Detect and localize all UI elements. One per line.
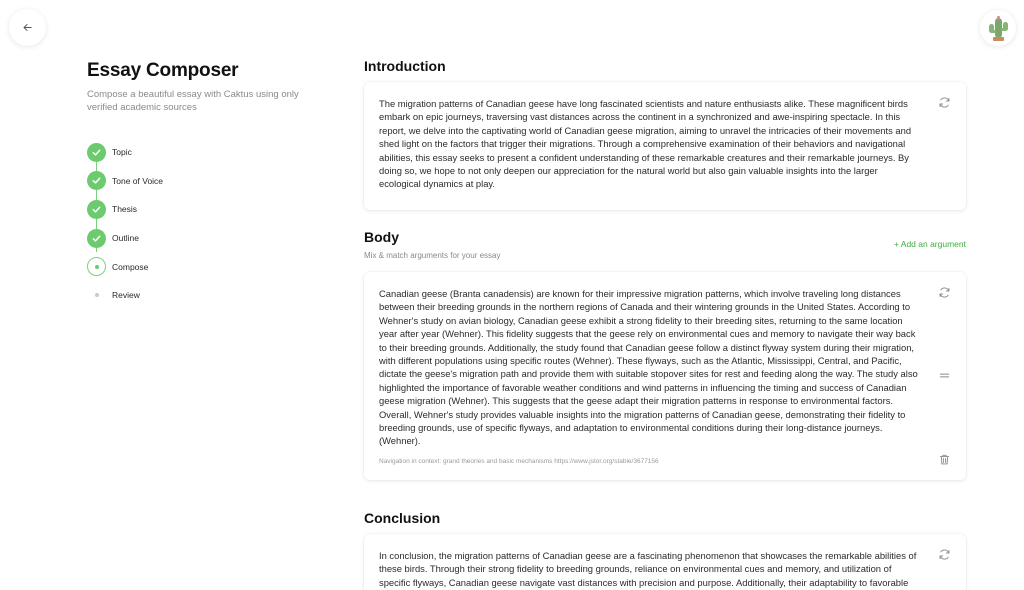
back-button[interactable] <box>9 9 46 46</box>
step-label: Review <box>112 290 140 301</box>
introduction-title: Introduction <box>364 58 446 74</box>
step-tone-of-voice[interactable] <box>87 167 327 196</box>
argument-card[interactable] <box>364 272 966 480</box>
refresh-icon[interactable] <box>938 548 951 561</box>
body-title: Body <box>364 229 399 245</box>
conclusion-card[interactable] <box>364 534 966 590</box>
trash-icon[interactable] <box>938 453 951 466</box>
conclusion-title: Conclusion <box>364 510 441 526</box>
step-outline[interactable] <box>87 224 327 253</box>
arrow-left-icon <box>22 22 33 33</box>
sidebar <box>87 60 327 310</box>
page-title: Essay Composer <box>87 60 239 81</box>
introduction-text[interactable]: The migration patterns of Canadian geese have long fascinated scientists and nature enthusiasts alike. These magnificent birds embark on epic journeys, traversing vast distances across the continent in a synchronized and awe-inspiring spectacle. In this report, we delve into the captivating world of Canadian geese migration, aiming to unravel the intricacies of their movements and shed light on the factors that trigger their migrations. Through a comprehensive examination of their behaviors and navigational abilities, this essay seeks to present a confident understanding of these remarkable creatures and their remarkable journeys. By doing so, we hope to not only deepen our appreciation for the natural world but also gain valuable insights into the larger ecological dynamics at play. <box>379 98 912 190</box>
check-icon <box>87 171 106 190</box>
check-icon <box>87 143 106 162</box>
check-icon <box>87 229 106 248</box>
drag-handle-icon[interactable] <box>938 369 951 382</box>
refresh-icon[interactable] <box>938 96 951 109</box>
body-subtitle: Mix & match arguments for your essay <box>364 251 501 260</box>
step-label: Compose <box>112 261 149 272</box>
cactus-icon <box>985 13 1011 43</box>
pending-step-icon <box>87 286 106 305</box>
step-list <box>87 138 327 310</box>
current-step-icon <box>87 257 106 276</box>
step-label: Thesis <box>112 204 138 215</box>
step-label: Outline <box>112 233 139 244</box>
step-review[interactable] <box>87 281 327 310</box>
refresh-icon[interactable] <box>938 286 951 299</box>
avatar[interactable] <box>980 10 1016 46</box>
argument-text[interactable]: Canadian geese (Branta canadensis) are known for their impressive migration patterns, which involve traveling long distances between their breeding grounds in the northern regions of Canada and their wintering grounds in the United States. According to Wehner's study on avian biology, Canadian geese exhibit a strong fidelity to their breeding sites, returning to the same location year after year (Wehner). This fidelity suggests that the geese rely on environmental cues and memory to navigate their way back to their breeding grounds. Additionally, the study found that Canadian geese follow a distinct flyway system during their migration, with different populations using specific routes (Wehner). These flyways, such as the Atlantic, Mississippi, Central, and Pacific, dictate the geese's migration path and provide them with suitable stopover sites for rest and feeding along the way. The study also highlighted the importance of favorable weather conditions and wind patterns in influencing the timing and success of Canadian geese migration (Wehner). This suggests that the geese adapt their migration patterns in response to environmental factors. Overall, Wehner's study provides valuable insights into the migration patterns of Canadian geese, demonstrating their fidelity to breeding grounds, use of specific flyways, and adaptation to environmental conditions during their long-distance journeys. (Wehner). <box>379 288 918 447</box>
step-topic[interactable] <box>87 138 327 167</box>
step-thesis[interactable] <box>87 195 327 224</box>
check-icon <box>87 200 106 219</box>
step-label: Topic <box>112 147 132 158</box>
step-compose[interactable] <box>87 252 327 281</box>
add-argument-button[interactable]: + Add an argument <box>893 239 966 249</box>
step-label: Tone of Voice <box>112 175 164 186</box>
page-subtitle: Compose a beautiful essay with Caktus using only verified academic sources <box>87 89 299 113</box>
conclusion-text[interactable]: In conclusion, the migration patterns of Canadian geese are a fascinating phenomenon that showcases the remarkable abilities of these birds. Through their strong fidelity to breeding grounds, reliance on environmental cues and memory, and utilization of specific flyways, Canadian geese navigate vast distances with precision and purpose. Additionally, their adaptability to favorable <box>379 550 917 588</box>
argument-source[interactable]: Navigation in context: grand theories and basic mechanisms https://www.jstor.org/stable/3677156 <box>379 457 659 465</box>
introduction-card[interactable] <box>364 82 966 210</box>
